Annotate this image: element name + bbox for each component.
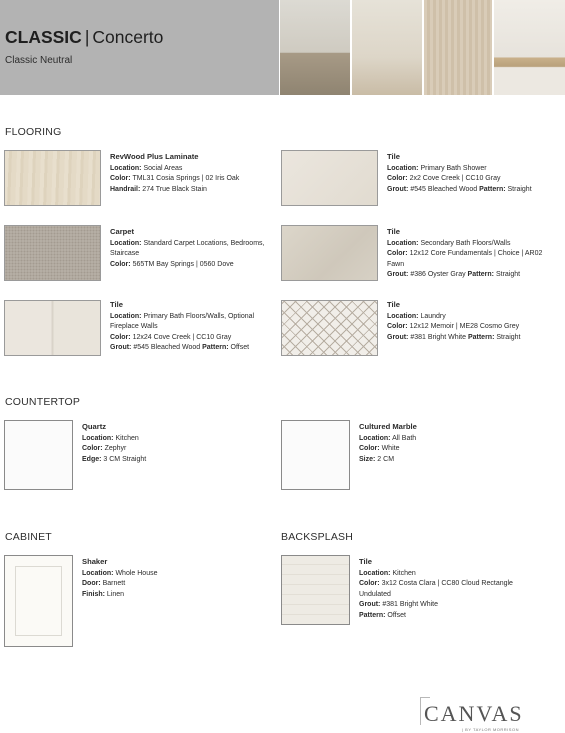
item-name: Tile: [387, 152, 400, 161]
item-color: 3x12 Costa Clara | CC80 Cloud Rectangle Undulated: [359, 580, 513, 598]
item-location: Primary Bath Floors/Walls, Optional Fireplace Walls: [110, 312, 255, 330]
item-name: Tile: [110, 300, 123, 309]
laminate-swatch: [4, 150, 101, 206]
secondary-bath-tile-swatch: [281, 225, 378, 281]
flooring-item-shower-tile: Tile Location: Primary Bath Shower Color: 2x2 Cove Creek | CC10 Gray Grout: #545 Bleached Wood Pattern: Straight: [387, 152, 562, 195]
flooring-item-secondary-tile: Tile Location: Secondary Bath Floors/Walls Color: 12x12 Core Fundamentals | Choice | AR02 Fawn Grout: #386 Oyster Gray Pattern: Straight: [387, 227, 557, 281]
item-name: Cultured Marble: [359, 422, 417, 431]
item-name: Tile: [387, 300, 400, 309]
item-grout: #381 Bright White: [382, 601, 438, 608]
cabinet-item-shaker: Shaker Location: Whole House Door: Barnett Finish: Linen: [82, 557, 262, 600]
living-room-photo: [280, 0, 350, 95]
item-location: Standard Carpet Locations, Bedrooms, Staircase: [110, 239, 265, 257]
item-location: Kitchen: [115, 434, 139, 442]
header: [0, 0, 565, 95]
shaker-cabinet-swatch: [4, 555, 73, 647]
item-location: Laundry: [420, 312, 446, 320]
item-grout: #381 Bright White: [410, 333, 466, 341]
quartz-swatch: [4, 420, 73, 490]
item-name: Tile: [387, 227, 400, 236]
item-grout: #545 Bleached Wood: [133, 344, 201, 351]
cultured-marble-swatch: [281, 420, 350, 490]
item-name: Shaker: [82, 557, 108, 566]
flooring-item-primary-tile: Tile Location: Primary Bath Floors/Walls, Optional Fireplace Walls Color: 12x24 Cove Creek | CC10 Gray Grout: #545 Bleached Wood Pattern: Offset: [110, 300, 275, 354]
countertop-item-quartz: Quartz Location: Kitchen Color: Zephyr Edge: 3 CM Straight: [82, 422, 262, 465]
collection-name: Concerto: [92, 27, 164, 47]
item-pattern: Straight: [495, 271, 521, 278]
item-location: Social Areas: [143, 164, 183, 172]
item-name: Tile: [359, 557, 372, 566]
chair-photo: [352, 0, 422, 95]
item-location: Kitchen: [392, 569, 416, 577]
item-color: 12x12 Core Fundamentals | Choice | AR02 Fawn: [387, 250, 543, 268]
item-pattern: Straight: [496, 333, 521, 341]
carpet-swatch: [4, 225, 101, 281]
laundry-tile-swatch: [281, 300, 378, 356]
backsplash-item-tile: Tile Location: Kitchen Color: 3x12 Costa Clara | CC80 Cloud Rectangle Undulated Grout: #381 Bright White Pattern: Offset: [359, 557, 539, 621]
collection-title: [5, 27, 163, 48]
item-color: White: [381, 445, 400, 452]
item-color: 12x24 Cove Creek | CC10 Gray: [132, 333, 232, 341]
section-backsplash: BACKSPLASH: [281, 531, 354, 543]
section-countertop: COUNTERTOP: [5, 396, 81, 408]
item-handrail: 274 True Black Stain: [142, 185, 207, 193]
kitchen-photo: [494, 0, 565, 95]
item-grout: #545 Bleached Wood: [410, 185, 478, 193]
flooring-item-laminate: RevWood Plus Laminate Location: Social Areas Color: TML31 Cosia Springs | 02 Iris Oak Handrail: 274 True Black Stain: [110, 152, 275, 195]
section-flooring: FLOORING: [5, 126, 62, 138]
item-size: 2 CM: [377, 455, 395, 463]
palette-name: Classic Neutral: [5, 55, 73, 66]
item-location: Primary Bath Shower: [420, 164, 487, 172]
item-name: Carpet: [110, 227, 135, 236]
item-door: Barnett: [102, 580, 126, 587]
item-pattern: Offset: [230, 344, 250, 351]
flooring-item-laundry-tile: Tile Location: Laundry Color: 12x12 Memoir | ME28 Cosmo Grey Grout: #381 Bright White Pattern: Straight: [387, 300, 562, 343]
flooring-item-carpet: Carpet Location: Standard Carpet Locations, Bedrooms, Staircase Color: 565TM Bay Springs | 0560 Dove: [110, 227, 270, 270]
item-pattern: Straight: [507, 185, 532, 193]
title-separator: |: [84, 27, 90, 47]
item-color: TML31 Cosia Springs | 02 Iris Oak: [132, 175, 240, 182]
item-pattern: Offset: [387, 611, 406, 619]
item-location: Whole House: [115, 569, 158, 577]
item-color: Zephyr: [104, 445, 127, 452]
primary-bath-tile-swatch: [4, 300, 101, 356]
item-location: Secondary Bath Floors/Walls: [420, 239, 511, 247]
item-grout: #386 Oyster Gray: [410, 271, 466, 278]
canvas-logo: [420, 697, 542, 733]
collection-style: CLASSIC: [5, 27, 82, 47]
item-name: RevWood Plus Laminate: [110, 152, 199, 161]
logo-tagline: | BY TAYLOR MORRISON: [462, 727, 519, 732]
item-color: 565TM Bay Springs | 0560 Dove: [132, 260, 234, 268]
cabinet-door-panel: [15, 566, 62, 636]
shower-tile-swatch: [281, 150, 378, 206]
item-color: 2x2 Cove Creek | CC10 Gray: [409, 175, 501, 182]
section-cabinet: CABINET: [5, 531, 52, 543]
item-edge: 3 CM Straight: [103, 455, 147, 463]
item-name: Quartz: [82, 422, 107, 431]
backsplash-tile-swatch: [281, 555, 350, 625]
item-finish: Linen: [106, 590, 125, 598]
item-location: All Bath: [392, 434, 417, 442]
texture-photo: [424, 0, 492, 95]
item-color: 12x12 Memoir | ME28 Cosmo Grey: [409, 323, 520, 330]
countertop-item-marble: Cultured Marble Location: All Bath Color: White Size: 2 CM: [359, 422, 539, 465]
logo-wordmark: CANVAS: [424, 701, 524, 726]
